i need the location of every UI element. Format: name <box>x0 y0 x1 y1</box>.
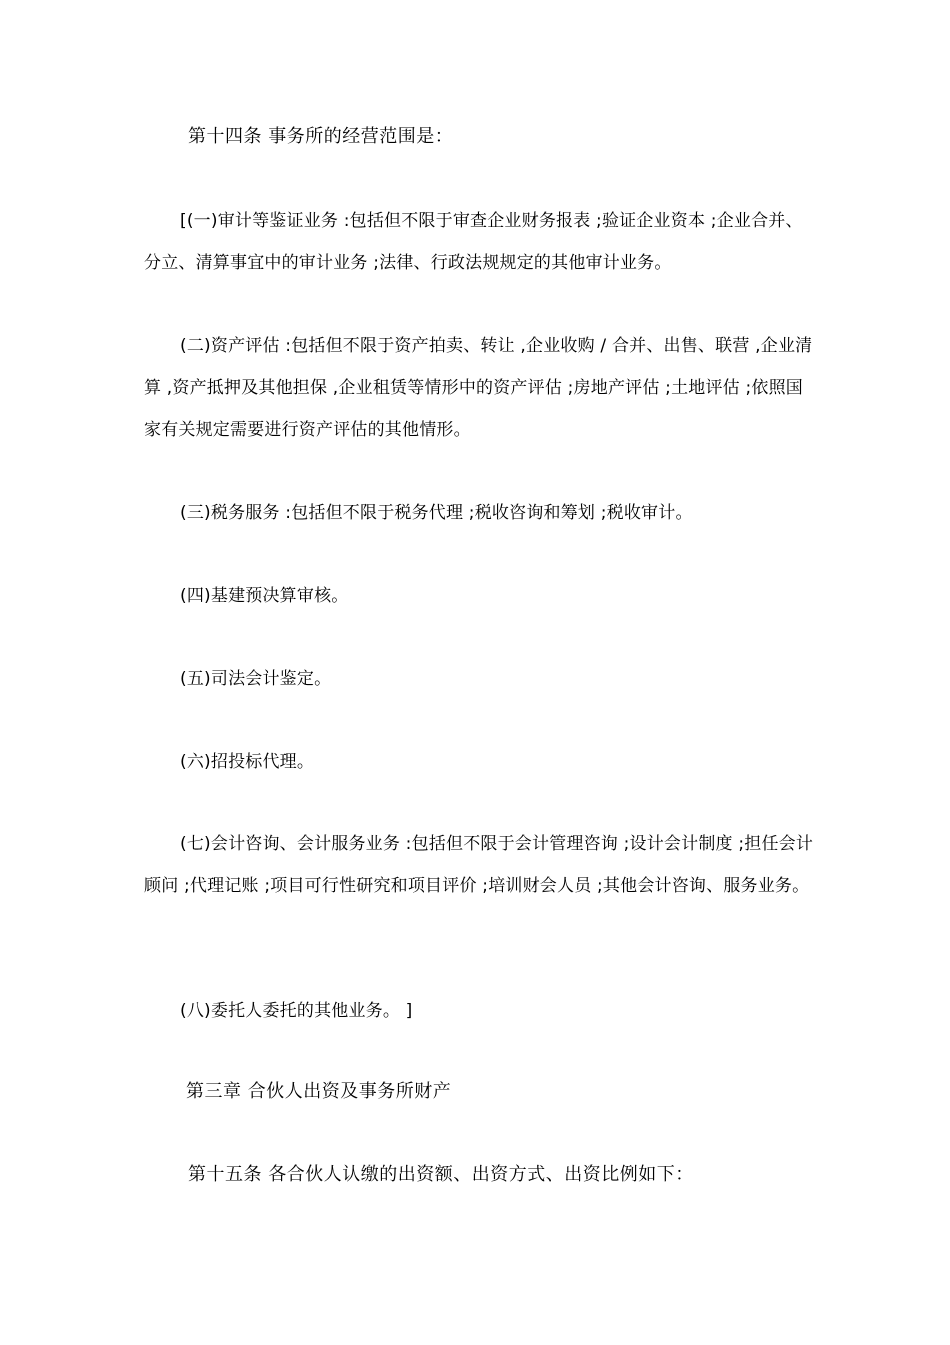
scope-item-8: (八)委托人委托的其他业务。 ] <box>180 1001 413 1021</box>
scope-item-4: (四)基建预决算审核。 <box>180 586 349 606</box>
article-14-heading: 第十四条 事务所的经营范围是： <box>188 126 454 147</box>
chapter-3-heading: 第三章 合伙人出资及事务所财产 <box>186 1081 452 1102</box>
scope-item-2: (二)资产评估 :包括但不限于资产拍卖、转让 ,企业收购 / 合并、出售、联营 ,企业清算 ,资产抵押及其他担保 ,企业租赁等情形中的资产评估 ;房地产评估 ;土地评估 ;依照国家有关规定需要进行资产评估的其他情形。 <box>144 336 813 440</box>
scope-item-7: (七)会计咨询、会计服务业务 :包括但不限于会计管理咨询 ;设计会计制度 ;担任会计顾问 ;代理记账 ;项目可行性研究和项目评价 ;培训财会人员 ;其他会计咨询、服务业务。 <box>144 834 814 896</box>
scope-item-5: (五)司法会计鉴定。 <box>180 669 332 689</box>
scope-item-6: (六)招投标代理。 <box>180 752 315 772</box>
scope-item-1: [(一)审计等鉴证业务 :包括但不限于审查企业财务报表 ;验证企业资本 ;企业合并、分立、清算事宜中的审计业务 ;法律、行政法规规定的其他审计业务。 <box>144 211 803 273</box>
scope-item-3: (三)税务服务 :包括但不限于税务代理 ;税收咨询和筹划 ;税收审计。 <box>180 503 693 523</box>
article-15-heading: 第十五条 各合伙人认缴的出资额、出资方式、出资比例如下： <box>188 1164 694 1185</box>
